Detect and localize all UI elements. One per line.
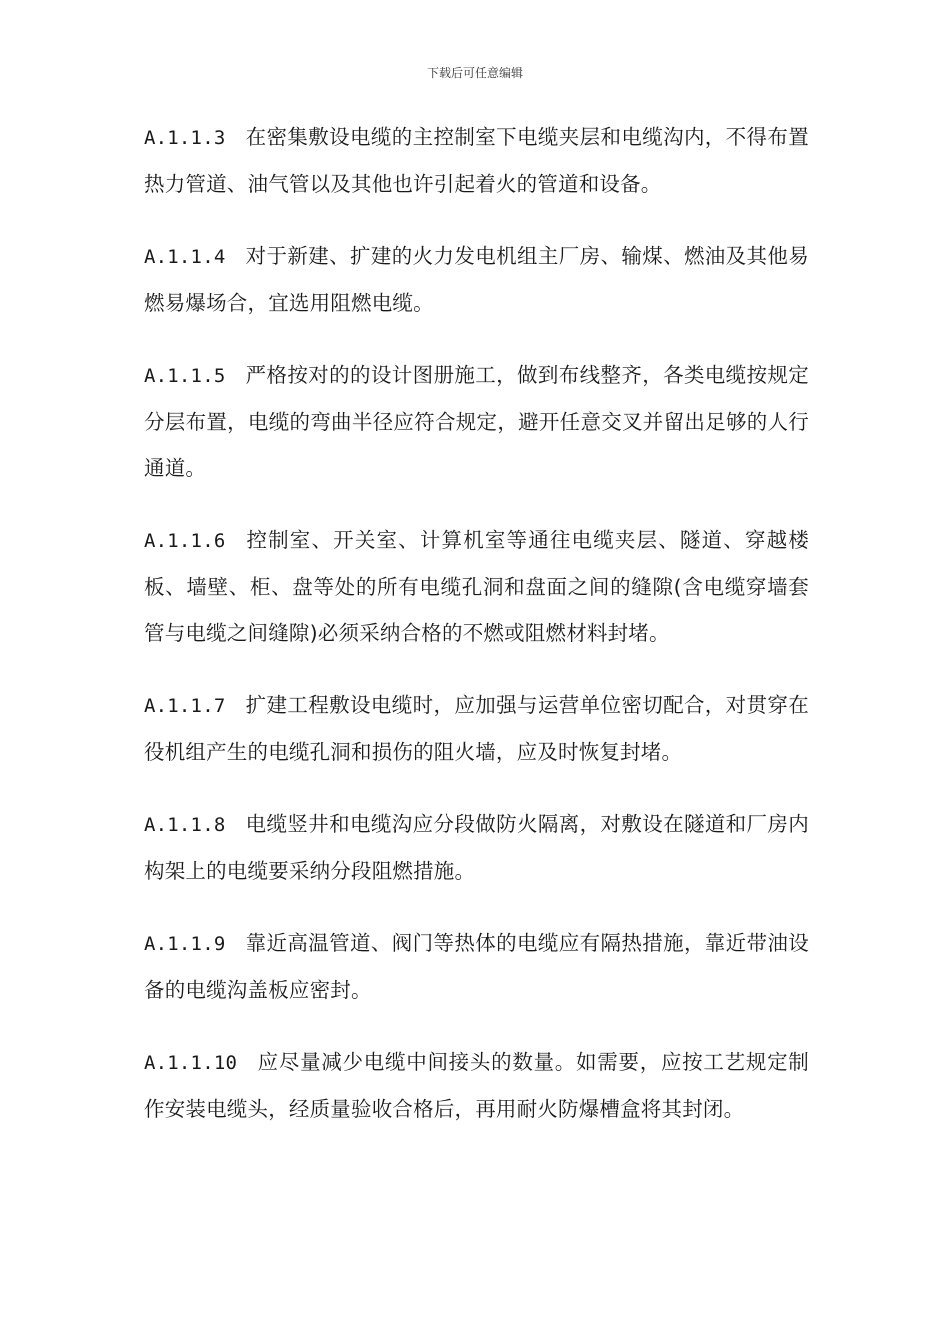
clause-number: A.1.1.5 [144, 365, 226, 387]
clause-a-1-1-4 [144, 233, 809, 326]
document-body [144, 114, 809, 1158]
clause-text: 扩建工程敷设电缆时，应加强与运营单位密切配合，对贯穿在役机组产生的电缆孔洞和损伤的阻火墙，应及时恢复封堵。 [144, 693, 809, 764]
clause-number: A.1.1.4 [144, 246, 226, 268]
clause-text: 应尽量减少电缆中间接头的数量。如需要，应按工艺规定制作安装电缆头，经质量验收合格后，再用耐火防爆槽盒将其封闭。 [144, 1050, 809, 1121]
clause-text: 在密集敷设电缆的主控制室下电缆夹层和电缆沟内，不得布置热力管道、油气管以及其他也许引起着火的管道和设备。 [144, 125, 809, 196]
clause-text: 严格按对的的设计图册施工，做到布线整齐，各类电缆按规定分层布置，电缆的弯曲半径应符合规定，避开任意交叉并留出足够的人行通道。 [144, 363, 809, 480]
clause-number: A.1.1.9 [144, 933, 226, 955]
clause-text: 控制室、开关室、计算机室等通往电缆夹层、隧道、穿越楼板、墙壁、柜、盘等处的所有电缆孔洞和盘面之间的缝隙(含电缆穿墙套管与电缆之间缝隙)必须采纳合格的不燃或阻燃材料封堵。 [144, 528, 809, 645]
clause-text: 对于新建、扩建的火力发电机组主厂房、输煤、燃油及其他易燃易爆场合，宜选用阻燃电缆。 [144, 244, 809, 315]
clause-text: 靠近高温管道、阀门等热体的电缆应有隔热措施，靠近带油设备的电缆沟盖板应密封。 [144, 931, 809, 1002]
clause-a-1-1-5 [144, 352, 809, 491]
clause-a-1-1-6 [144, 517, 809, 656]
clause-number: A.1.1.3 [144, 127, 226, 149]
clause-a-1-1-3 [144, 114, 809, 207]
clause-a-1-1-7 [144, 682, 809, 775]
clause-number: A.1.1.10 [144, 1052, 238, 1074]
clause-number: A.1.1.6 [144, 530, 226, 552]
clause-a-1-1-10 [144, 1039, 809, 1132]
page-header: 下载后可任意编辑 [426, 66, 523, 80]
clause-a-1-1-8 [144, 801, 809, 894]
clause-a-1-1-9 [144, 920, 809, 1013]
clause-text: 电缆竖井和电缆沟应分段做防火隔离，对敷设在隧道和厂房内构架上的电缆要采纳分段阻燃措施。 [144, 812, 809, 883]
clause-number: A.1.1.8 [144, 814, 226, 836]
clause-number: A.1.1.7 [144, 695, 226, 717]
